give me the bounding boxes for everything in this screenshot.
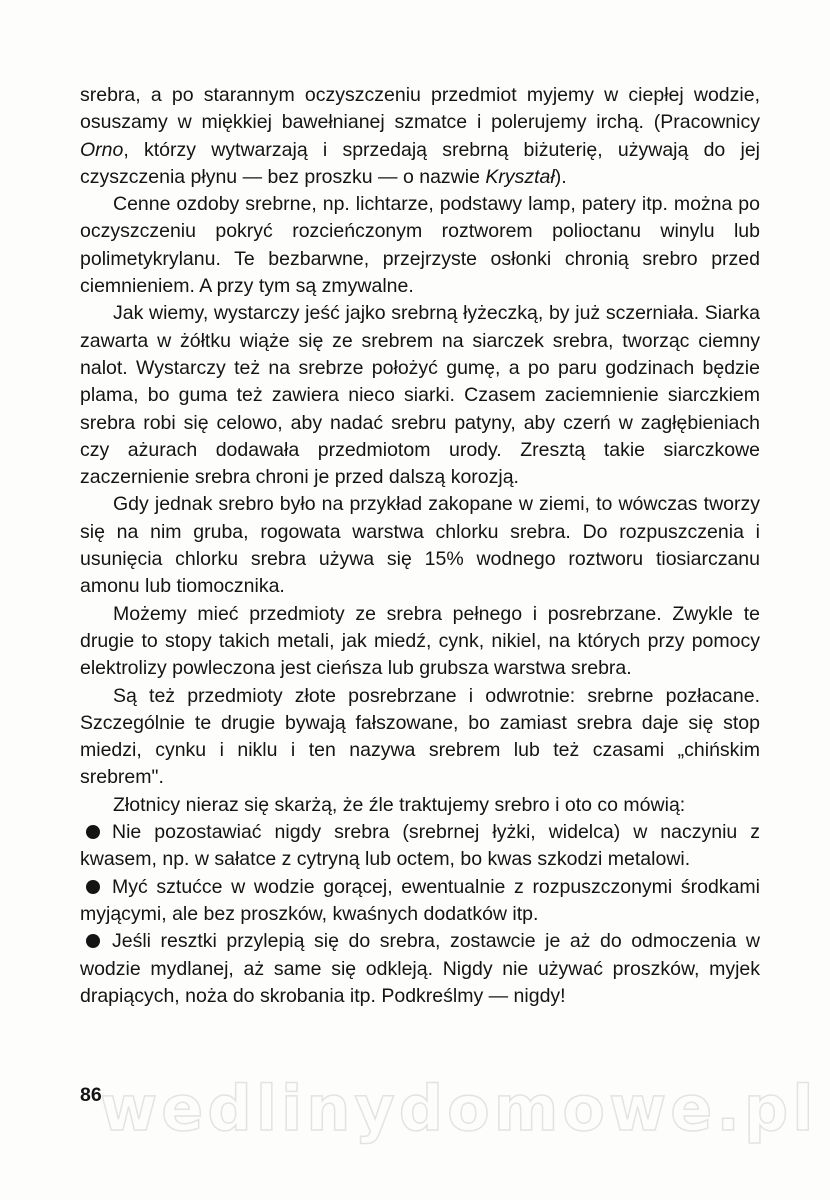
bullet-icon — [86, 880, 100, 894]
text-run: Nie pozostawiać nigdy srebra (srebrnej łyżki, widelca) w naczyniu z kwasem, np. w sałatce z cytryną lub octem, bo kwas szkodzi metalowi. — [80, 821, 760, 871]
italic-term: Kryształ — [485, 165, 555, 188]
bullet-icon — [86, 825, 100, 839]
bullet-paragraph — [80, 928, 760, 1010]
text-run: Jak wiemy, wystarczy jeść jajko srebrną łyżeczką, by już sczerniała. Siarka zawarta w żółtku wiąże się ze srebrem na siarczek srebra, tworząc ciemny nalot. Wystarczy też na srebrze położyć gumę, a po paru godzinach będzie plama, bo guma też zawiera nieco siarki. Czasem zaciemnienie siarczkiem srebra robi się celowo, aby nadać srebru patyny, aby czerń w zagłębieniach czy ażurach dodawała przedmiotom urody. Zresztą takie siarczkowe zaczernienie srebra chroni je przed dalszą korozją. — [80, 302, 760, 489]
watermark: wedlinydomowe.pl — [100, 1072, 818, 1145]
paragraph — [80, 601, 760, 683]
paragraph — [80, 300, 760, 491]
paragraph — [80, 792, 760, 819]
bullet-paragraph — [80, 874, 760, 929]
text-run: Jeśli resztki przylepią się do srebra, zostawcie je aż do odmoczenia w wodzie mydlanej, aż same się odkleją. Nigdy nie używać proszków, myjek drapiących, noża do skrobania itp. Podkreślmy — nigdy! — [80, 930, 760, 1007]
bullet-paragraph — [80, 819, 760, 874]
text-run: Są też przedmioty złote posrebrzane i odwrotnie: srebrne pozłacane. Szczególnie te drugie bywają fałszowane, bo zamiast srebra daje się stop miedzi, cynku i niklu i ten nazywa srebrem lub też czasami „chińskim srebrem". — [80, 684, 760, 789]
text-run: Złotnicy nieraz się skarżą, że źle traktujemy srebro i oto co mówią: — [113, 793, 686, 816]
text-run: Możemy mieć przedmioty ze srebra pełnego i posrebrzane. Zwykle te drugie to stopy takich metali, jak miedź, cynk, nikiel, na których przy pomocy elektrolizy powleczona jest cieńsza lub grubsza warstwa srebra. — [80, 602, 760, 680]
text-run: Cenne ozdoby srebrne, np. lichtarze, podstawy lamp, patery itp. można po oczyszczeniu pokryć rozcieńczonym roztworem polioctanu winylu lub polimetykrylanu. Te bezbarwne, przejrzyste osłonki chronią srebro przed ciemnieniem. A przy tym są zmywalne. — [80, 193, 760, 298]
italic-term: Orno — [80, 138, 124, 161]
page-number: 86 — [80, 1084, 102, 1106]
text-run: srebra, a po starannym oczyszczeniu przedmiot myjemy w ciepłej wodzie, osuszamy w miękkiej bawełnianej szmatce i polerujemy irchą. (Pracownicy — [80, 84, 760, 134]
body-text — [80, 82, 760, 1010]
text-run: ). — [554, 165, 567, 188]
paragraph — [80, 191, 760, 300]
text-run: , którzy wytwarzają i sprzedają srebrną biżuterię, używają do jej czyszczenia płynu — bez proszku — o nazwie — [80, 138, 760, 188]
paragraph — [80, 491, 760, 600]
text-run: Gdy jednak srebro było na przykład zakopane w ziemi, to wówczas tworzy się na nim gruba, rogowata warstwa chlorku srebra. Do rozpuszczenia i usunięcia chlorku srebra używa się 15% wodnego roztworu tiosiarczanu amonu lub tiomocznika. — [80, 493, 760, 598]
bullet-icon — [86, 934, 100, 948]
text-run: Myć sztućce w wodzie gorącej, ewentualnie z rozpuszczonymi środkami myjącymi, ale bez proszków, kwaśnych dodatków itp. — [80, 875, 760, 925]
paragraph — [80, 82, 760, 191]
paragraph — [80, 683, 760, 792]
